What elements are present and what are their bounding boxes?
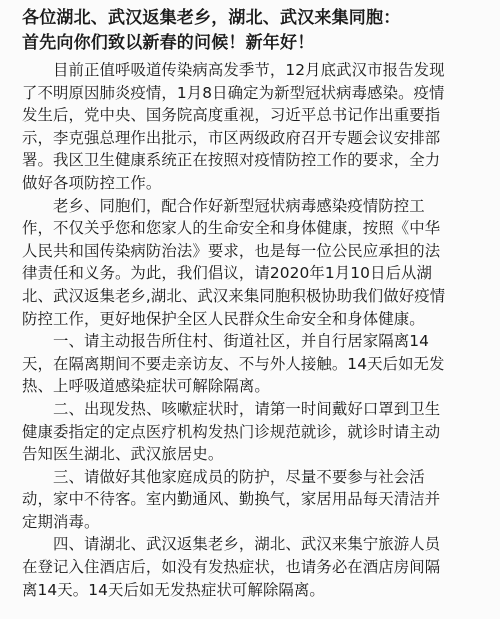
paragraph-appeal <box>22 195 486 331</box>
text-line: 目前正值呼吸道传染病高发季节，12月底武汉市报告发现 <box>53 61 445 79</box>
text-line: 署。我区卫生健康系统正在按照对疫情防控工作的要求，全力 <box>22 151 441 170</box>
text-line: 一、请主动报告所住村、街道社区，并自行居家隔离14 <box>53 332 430 351</box>
text-line: 离14天。14天后如无发热症状可解除隔离。 <box>22 580 325 599</box>
text-line: 天，在隔离期间不要走亲访友、不与外人接触。14天后如无发 <box>22 354 445 373</box>
notice-body <box>22 59 486 601</box>
text-line: 定期消毒。 <box>22 512 100 531</box>
text-line: 在登记入住酒店后，如没有发热症状，也请务必在酒店房间隔 <box>22 558 441 577</box>
greeting-line-1: 各位湖北、武汉返集老乡，湖北、武汉来集同胞： <box>22 8 401 28</box>
text-line: 了不明原因肺炎疫情，1月8日确定为新型冠状病毒感染。疫情 <box>22 83 445 102</box>
text-line: 二、出现发热、咳嗽症状时，请第一时间戴好口罩到卫生 <box>53 399 441 418</box>
text-line: 示，李克强总理作出批示，市区两级政府召开专题会议安排部 <box>22 128 441 147</box>
text-line: 动，家中不待客。室内勤通风、勤换气，家居用品每天清洁并 <box>22 490 441 509</box>
greeting-line-2: 首先向你们致以新春的问候！新年好！ <box>22 33 315 53</box>
text-line: 三、请做好其他家庭成员的防护，尽量不要参与社会活 <box>53 467 425 486</box>
text-line: 告知医生湖北、武汉旅居史。 <box>22 445 224 464</box>
text-line: 人民共和国传染病防治法》要求，也是每一位公民应承担的法 <box>22 241 441 260</box>
text-line: 发生后，党中央、国务院高度重视，习近平总书记作出重要指 <box>22 106 441 125</box>
paragraph-item-2 <box>22 398 486 466</box>
text-line: 健康委指定的定点医疗机构发热门诊规范就诊，就诊时请主动 <box>22 422 441 441</box>
text-line: 四、请湖北、武汉返集老乡，湖北、武汉来集宁旅游人员 <box>53 535 441 554</box>
text-line: 作，不仅关乎您和您家人的生命安全和身体健康，按照《中华 <box>22 219 441 238</box>
paragraph-item-3 <box>22 466 486 534</box>
paragraph-item-1 <box>22 330 486 398</box>
text-line: 北、武汉返集老乡,湖北、武汉来集同胞积极协助我们做好疫情 <box>22 286 446 305</box>
text-line: 老乡、同胞们，配合作好新型冠状病毒感染疫情防控工 <box>53 196 425 215</box>
text-line: 做好各项防控工作。 <box>22 173 162 192</box>
text-line: 热、上呼吸道感染症状可解除隔离。 <box>22 377 270 396</box>
text-line: 防控工作，更好地保护全区人民群众生命安全和身体健康。 <box>22 309 425 328</box>
paragraph-situation <box>22 59 486 195</box>
text-line: 律责任和义务。为此，我们倡议，请2020年1月10日后从湖 <box>22 264 433 283</box>
paragraph-item-4 <box>22 533 486 601</box>
